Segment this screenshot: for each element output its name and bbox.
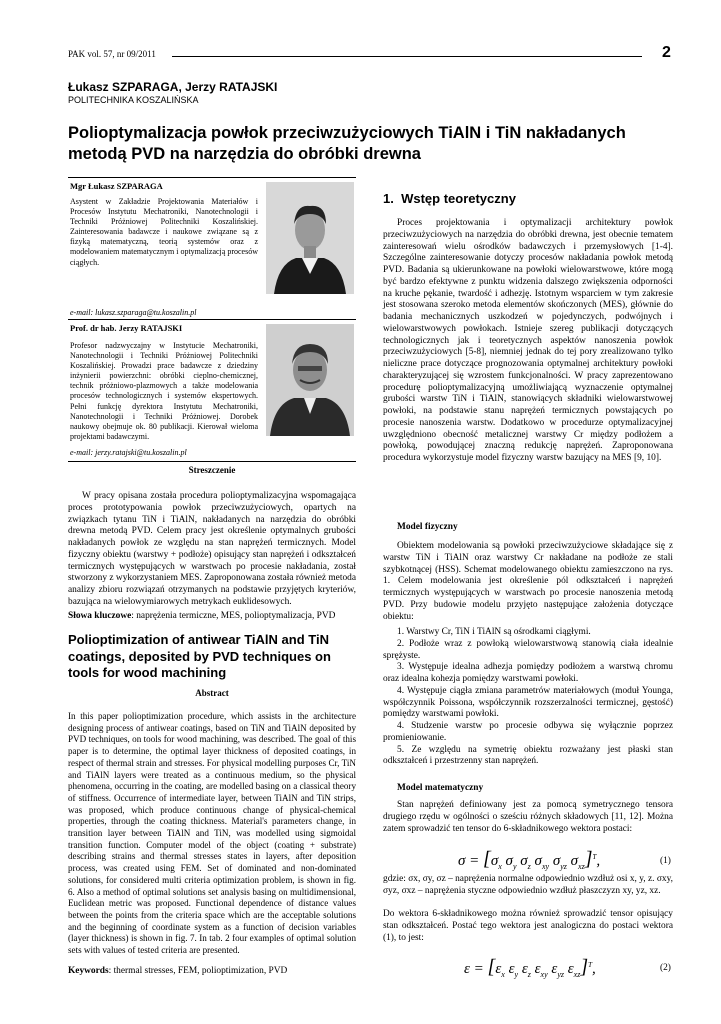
authors: Łukasz SZPARAGA, Jerzy RATAJSKI bbox=[68, 80, 278, 94]
bio-bottom-rule bbox=[68, 461, 356, 462]
header-rule bbox=[172, 56, 642, 57]
english-keywords: Keywords: thermal stresses, FEM, polioptimization, PVD bbox=[68, 966, 288, 976]
equation-1-number: (1) bbox=[660, 856, 671, 866]
abstract-heading: Abstract bbox=[195, 688, 229, 698]
list-item: 4. Studzenie warstw po procesie odbywa się wyłącznie poprzez promieniowanie. bbox=[383, 721, 673, 743]
bio2-text: Profesor nadzwyczajny w Instytucie Mechatroniki, Nanotechnologii i Techniki Próżniowej Politechniki Koszalińskiej. Prowadzi prace badawcze z dziedziny inżynierii powierzchni: obróbki cieplno-chemicznej, technik próżniowo-plazmowych a także modelowania procesów technologicznych i systemów ekspertowych. Pełni funkcję dyrektora Instytutu Mechatroniki, Nanotechnologii i Techniki Próżniowej. Dorobek naukowy obejmuje ok. 80 publikacji. Kierował wieloma projektami badawczymi. bbox=[70, 341, 258, 441]
equation-1: $\sigma = [\sigma_x$ $\sigma_y$ $\sigma_z$ $\sigma_{xy}$ $\sigma_{yz}$ $\sigma_{xz}]^T$, bbox=[458, 848, 601, 871]
bio2-name: Prof. dr hab. Jerzy RATAJSKI bbox=[70, 323, 183, 333]
equation-2-number: (2) bbox=[660, 963, 671, 973]
paper-title: Polioptymalizacja powłok przeciwzużyciowych TiAlN i TiN nakładanych metodą PVD na narzędzia do obróbki drewna bbox=[68, 124, 626, 163]
bio1-text: Asystent w Zakładzie Projektowania Materiałów i Procesów Instytutu Mechatroniki, Nanotechnologii i Techniki Próżniowej Politechniki Koszalińskiej. Zainteresowania badawcze i naukowe związane są z fizyką matematyczną, teorią systemów oraz z modelowaniem matematycznym i optymalizacją procesów ciągłych. bbox=[70, 197, 258, 267]
equation-2: $\varepsilon = [\varepsilon_x$ $\varepsilon_y$ $\varepsilon_z$ $\varepsilon_{xy}$ $\varepsilon_{yz}$ $\varepsilon_{xz}]^T$, bbox=[464, 956, 596, 979]
bio2-email: e-mail: jerzy.ratajski@tu.koszalin.pl bbox=[70, 448, 187, 457]
affiliation: POLITECHNIKA KOSZALIŃSKA bbox=[68, 95, 199, 105]
streszczenie-text: W pracy opisana została procedura polioptymalizacyjna wspomagająca proces prototypowania powłok przeciwzużyciowych, opartych na związkach tytanu TiN i TiAlN, nakładanych na narzędzia do obróbki drewna metodą PVD. Celem pracy jest określenie optymalnych grubości nakładanych powłok ze względu na stan naprężeń termicznych. Model fizyczny obiektu (warstwy + podłoże) opisujący stan naprężeń i odkształceń termicznych występujących w warstwach po procesie nakładania, został stworzony z wykorzystaniem MES. Zaproponowana została również metoda analizy zbioru rozwiązań otrzymanych na podstawie przyjętych kryteriów, bazująca na wielowymiarowych metrykach euklidesowych. bbox=[68, 491, 356, 607]
bio-divider-rule bbox=[68, 319, 356, 320]
list-item: 1. Warstwy Cr, TiN i TiAlN są ośrodkami ciągłymi. bbox=[397, 627, 591, 637]
section-title: Wstęp teoretyczny bbox=[401, 191, 516, 206]
journal-header: PAK vol. 57, nr 09/2011 bbox=[68, 49, 156, 59]
streszczenie-heading: Streszczenie bbox=[188, 465, 236, 475]
list-item: 2. Podłoże wraz z powłoką wielowarstwową stanowią ciała idealnie sprężyste. bbox=[383, 638, 673, 661]
author2-photo-image bbox=[266, 324, 354, 436]
bio1-name: Mgr Łukasz SZPARAGA bbox=[70, 181, 163, 191]
subheading-model-fizyczny: Model fizyczny bbox=[397, 522, 458, 532]
list-item: 4. Występuje ciągła zmiana parametrów materiałowych (moduł Younga, współczynnik Poissona, współczynnik rozszerzalności termicznej, gęstość) pomiędzy warstwami powłoki. bbox=[383, 685, 673, 720]
author1-photo-image bbox=[266, 182, 354, 294]
author1-photo bbox=[266, 182, 354, 294]
section-number: 1. bbox=[383, 191, 394, 206]
page-number: 2 bbox=[662, 44, 671, 61]
list-item: 3. Występuje idealna adhezja pomiędzy podłożem a warstwą chromu oraz idealna kohezja pomiędzy warstwami powłoki. bbox=[383, 662, 673, 684]
model-fizyczny-paragraph: Obiektem modelowania są powłoki przeciwzużyciowe składające się z warstw TiN i TiAlN oraz warstwy Cr nakładane na podłoże ze stali szybkotnącej (HSS). Schemat modelowanego obiektu zamieszczono na rys. 1. Celem modelowania jest określenie pól odkształceń i naprężeń termicznych występujących w warstwach po procesie nanoszenia metodą PVD. Przy budowie modelu przyjęto następujące założenia dotyczące obiektu: bbox=[383, 541, 673, 622]
model-matematyczny-paragraph: Stan naprężeń definiowany jest za pomocą symetrycznego tensora drugiego rzędu w ogólności o sześciu różnych składowych [11, 12]. Można zatem sprowadzić ten tensor do 6-składnikowego wektora postaci: bbox=[383, 800, 673, 834]
bio-top-rule bbox=[68, 177, 356, 178]
streszczenie-keywords: Słowa kluczowe: naprężenia termiczne, MES, polioptymalizacja, PVD bbox=[68, 611, 336, 621]
author2-photo bbox=[266, 324, 354, 436]
intro-paragraph: Proces projektowania i optymalizacji architektury powłok przeciwzużyciowych na narzędzia do obróbki drewna, jest obecnie tematem zainteresowań wielu ośrodków badawczych i przemysłowych [1-4]. Szczególne zainteresowanie dotyczy procesów nakładania powłok metodą PVD. Badania są ukierunkowane na powłoki wielowarstwowe, które mogą być bardzo efektywne z punktu widzenia dalszego zwiększenia odporności na kruche pękanie, twardość i adhezję. Istotnym wsparciem w tym zakresie jest stosowana szeroko metoda elementów skończonych (MES), głównie do badania mechanicznych uszkodzeń w pojedynczych, podwójnych i wielowarstwowych powłokach. Istnieje szereg publikacji dotyczących technologicznych jak i teoretycznych aspektów nanoszenia powłok przeciwzużyciowych [5-8], niemniej jednak do tej pory zrealizowano tylko nieliczne prace dotyczące prognozowania optymalnej architektury powłoki charakteryzującej się wzrostem funkcjonalności. W pracy zaprezentowano procedurę polioptymalizacyjną umożliwiającą wyznaczenie optymalnej grubości warstw TiN i TiAlN, stanowiących składniki wielowarstwowej powłoki, na podstawie stanu naprężeń termicznych powstających po procesie nanoszenia warstw. Dodatkowo w procedurze optymalizacyjnej uwzględniono obecność metalicznej warstwy Cr między podłożem a powłoką, powodującej znaczną redukcję naprężeń. Zaproponowana procedura wykorzystuje model fizyczny warstw bazujący na MES [9, 10]. bbox=[383, 218, 673, 463]
english-title: Polioptimization of antiwear TiAlN and TiN coatings, deposited by PVD techniques on tools for wood machining bbox=[68, 632, 331, 680]
bio1-email: e-mail: lukasz.szparaga@tu.koszalin.pl bbox=[70, 308, 197, 317]
abstract-text: In this paper polioptimization procedure, which assists in the architecture designing process of antiwear coatings, based on TiN and TiAlN deposited by PVD techniques, on tools for wood machining, was described. The goal of this paper is to determine, the optimal layer thickness of deposited coatings, in respect of thermal strain and stresses. For physical modelling purposes Cr, TiN and TiAlN layers were treated as a continuous medium, so the physical phenomena, occurring in the coating, are modelled basing on a classical theory of stiffness. Occurrence of intermediate layer, between TiAlN and TiN strips, was proposed, which produce continuous change of physical-chemical properties, through the coating thickness. Material's parameters change, in transition layer between TiAlN and TiN, was modelled using sigmoidal transition function. Computer model of the object (coating + substrate) describing strains and thermal stresses states in layers, after deposition process, was created using FEM. Set of dominated and non-dominated solutions, for considered multi criteria optimization problem, is shown in fig. 6. Also a method of optimal solutions set analysis basing on multidimensional, Euclidean metric was proposed. Functional dependence of distance values between the points from the criteria space which are the acceptable solutions and the beginning of coordinate system as a function of decision variables (layer thickness) is shown in fig. 7. In tab. 2 four examples of optimal solution sets with values of tested criteria are presented. bbox=[68, 711, 356, 956]
strain-paragraph: Do wektora 6-składnikowego można również sprowadzić tensor opisujący stan odkształceń. Postać tego wektora jest analogiczna do postaci wektora (1), to jest: bbox=[383, 909, 673, 943]
list-item: 5. Ze względu na symetrię obiektu rozważany jest płaski stan odkształceń i przestrzenny stan naprężeń. bbox=[383, 744, 673, 767]
subheading-model-matematyczny: Model matematyczny bbox=[397, 783, 484, 793]
section-heading bbox=[383, 191, 516, 206]
assumptions-list bbox=[383, 627, 673, 768]
symbols-paragraph: gdzie: σx, σy, σz – naprężenia normalne odpowiednio wzdłuż osi x, y, z. σxy, σyz, σxz – naprężenia styczne odpowiednio wzdłuż płaszczyzn xy, yz, xz. bbox=[383, 874, 673, 896]
